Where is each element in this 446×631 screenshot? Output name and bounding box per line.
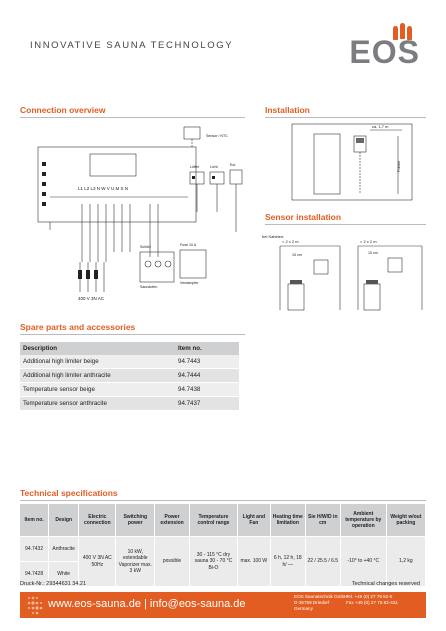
fax-number: Fax +49 (0) 27 75 82-431	[346, 600, 398, 606]
spec-header: Design	[49, 504, 79, 537]
dim-side: Fühler	[396, 160, 401, 172]
spec-header: Electric connection	[79, 504, 116, 537]
spec-header: Switching power	[116, 504, 155, 537]
part-item-no: 94.7438	[175, 383, 239, 397]
control-board	[38, 147, 196, 222]
ext-box	[230, 170, 242, 184]
part-item-no: 94.7437	[175, 397, 239, 411]
address-line: D-35759 Driedorf	[294, 600, 330, 606]
design-cell: Anthracite	[49, 537, 79, 562]
temp-range-cell: 30 - 115 °C dry sauna 30 - 70 °C Bi-O	[190, 537, 238, 587]
heater-label: Saunaofen	[140, 285, 158, 289]
item-no-cell: 94.7428	[20, 562, 49, 587]
table-row	[20, 537, 426, 562]
divider	[265, 224, 426, 225]
website-link[interactable]: www.eos-sauna.de | info@eos-sauna.de	[48, 598, 246, 610]
weight-cell: 1,2 kg	[386, 537, 425, 587]
spec-header: Ambient temperature by operation	[340, 504, 386, 537]
installation-diagram	[290, 122, 415, 202]
fuse-label: Fuse 10 A	[180, 243, 197, 247]
fan-label: Lüfter	[190, 165, 200, 169]
tagline: INNOVATIVE SAUNA TECHNOLOGY	[30, 40, 234, 51]
spec-header: Light and Fan	[237, 504, 270, 537]
address-line: EOS Saunatechnik GmbH	[294, 594, 348, 599]
contactor-label: Schütz	[140, 245, 151, 249]
sensor-box	[184, 127, 200, 139]
sensor-label: Sensor / NTC	[206, 134, 228, 138]
contact-block	[346, 594, 398, 606]
spec-header: Power extension	[155, 504, 190, 537]
address-line: Germany	[294, 606, 313, 612]
display-module	[90, 154, 136, 176]
part-item-no: 94.7443	[175, 355, 239, 369]
header-item-no: Item no.	[175, 342, 239, 355]
tech-title: Technical specifications	[20, 488, 118, 498]
part-description: Additional high limiter anthracite	[20, 369, 175, 383]
item-no-cell: 94.7432	[20, 537, 49, 562]
address-block	[294, 594, 347, 613]
changes-note: Technical changes reserved	[351, 581, 420, 587]
divider	[20, 334, 245, 335]
spec-header: Weight w/out packing	[386, 504, 425, 537]
vaporizer-box	[180, 250, 206, 278]
vaporizer-label: Verdampfer	[180, 281, 199, 285]
wiring-diagram	[20, 122, 250, 307]
part-description: Temperature sensor beige	[20, 383, 175, 397]
table-row	[20, 397, 239, 411]
light-label: Licht	[210, 165, 218, 169]
table-header-row	[20, 504, 426, 537]
sensor-left: < 2 x 2 m	[282, 239, 299, 244]
table-row	[20, 369, 239, 383]
spec-header: Temperature control range	[190, 504, 238, 537]
switching-cell: 10 kW, extendable Vaporizer max. 3 kW	[116, 537, 155, 587]
specs-table	[20, 504, 426, 586]
divider	[265, 117, 426, 118]
sensor-diagram	[262, 232, 427, 314]
heating-time-cell: 6 h, 12 h, 18 h/ —	[270, 537, 305, 587]
table-row	[20, 355, 239, 369]
light-fan-cell: max. 100 W	[237, 537, 270, 587]
terminal-labels: L1 L2 L3 N W V U M S N	[78, 186, 129, 191]
dim-top: ca. 1,7 m	[372, 124, 389, 129]
spec-header: Heating time limitation	[270, 504, 305, 537]
part-item-no: 94.7444	[175, 369, 239, 383]
footer-bar	[20, 592, 426, 618]
power-ext-cell: possible	[155, 537, 190, 587]
table-header-row	[20, 342, 239, 355]
part-description: Additional high limiter beige	[20, 355, 175, 369]
print-number: Druck-Nr.: 29344631 34.21	[20, 581, 87, 587]
part-description: Temperature sensor anthracite	[20, 397, 175, 411]
spec-header: Sie H/W/D in cm	[305, 504, 340, 537]
sensor-val-a: 15 cm	[292, 253, 302, 257]
ambient-cell: -10° to +40 °C	[340, 537, 386, 587]
divider	[20, 500, 426, 501]
eos-logo	[334, 28, 420, 68]
size-cell: 22 / 25.5 / 6.5	[305, 537, 340, 587]
header-description: Description	[20, 342, 175, 355]
electric-cell: 400 V 3N AC 50Hz	[79, 537, 116, 587]
design-cell: White	[49, 562, 79, 587]
dots-pattern-icon	[26, 594, 44, 616]
sensor-title: Sensor installation	[265, 212, 342, 222]
supply-label: 400 V 3N AC	[78, 296, 105, 301]
divider	[20, 117, 245, 118]
spare-parts-table	[20, 342, 239, 411]
logo-text: EOS	[349, 34, 420, 70]
phone-number: Tel. +49 (0) 27 75 82-0	[346, 594, 393, 599]
connection-title: Connection overview	[20, 105, 106, 115]
ext-label: Ext.	[230, 163, 237, 167]
sensor-right: > 2 x 2 m	[360, 239, 377, 244]
spec-header: Item no.	[20, 504, 49, 537]
table-row	[20, 383, 239, 397]
sensor-val-b: 10 cm	[368, 251, 378, 255]
installation-title: Installation	[265, 105, 310, 115]
sensor-caption: bei Kabinen:	[262, 234, 285, 239]
spare-title: Spare parts and accessories	[20, 322, 136, 332]
